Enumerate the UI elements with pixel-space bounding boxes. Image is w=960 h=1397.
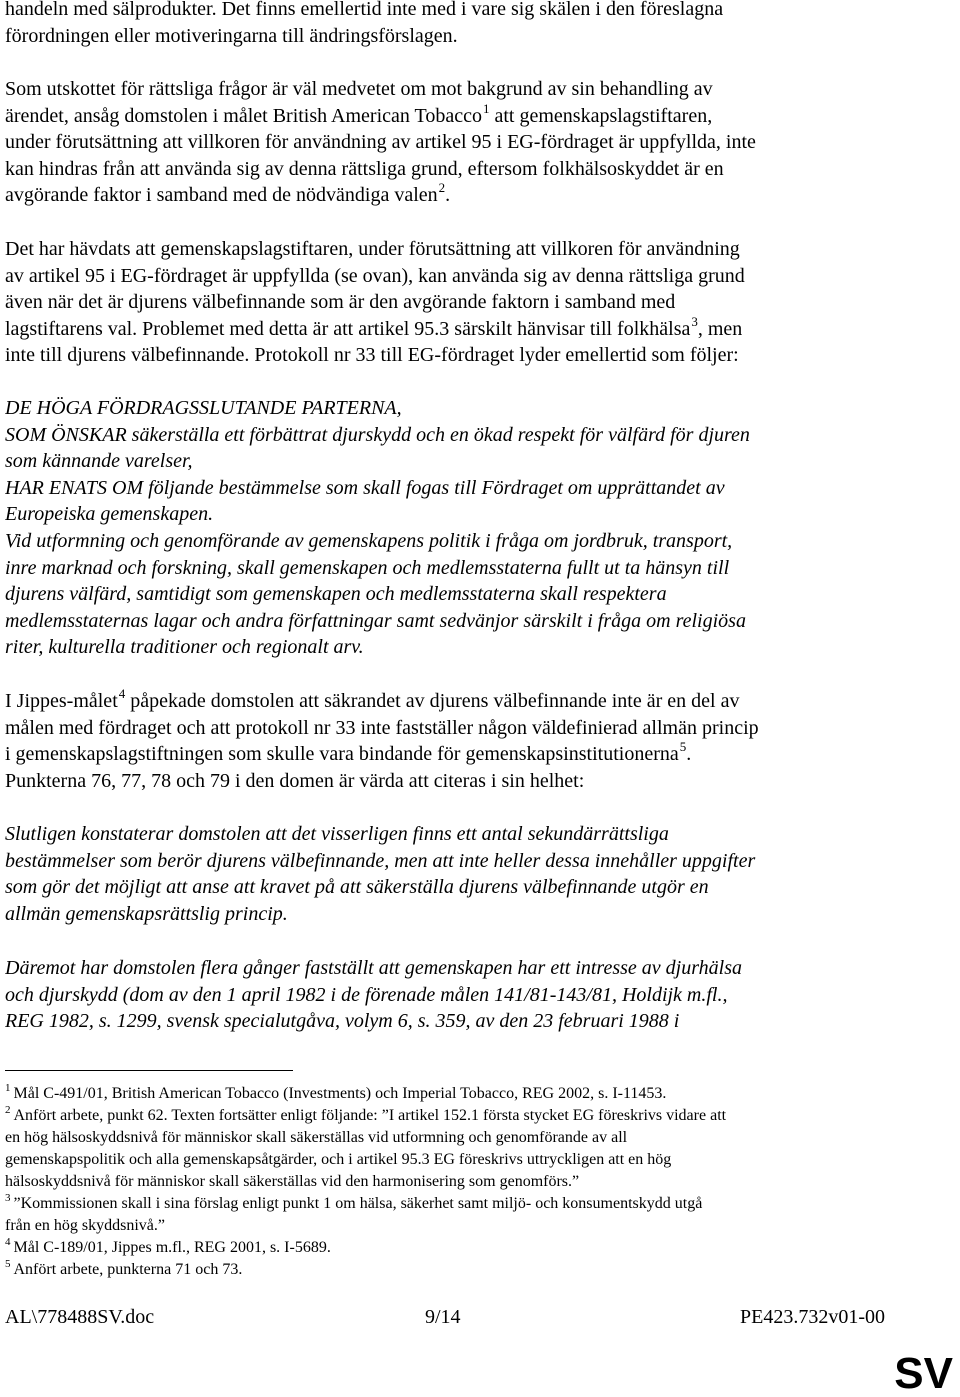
- footnote-2-cont: en hög hälsoskyddsnivå för människor skall säkerställas vid utformning och genomförande av all: [5, 1129, 628, 1146]
- quote-line: riter, kulturella traditioner och regionalt arv.: [5, 636, 364, 659]
- quote-line: Däremot har domstolen flera gånger fastställt att gemenskapen har ett intresse av djurhälsa: [5, 957, 742, 979]
- quote-line: Slutligen konstaterar domstolen att det visserligen finns ett antal sekundärrättsliga: [5, 823, 669, 845]
- footnotes: [5, 1083, 726, 1281]
- footnote-text: Mål C-491/01, British American Tobacco (Investments) och Imperial Tobacco, REG 2002, s. I-11453.: [13, 1085, 667, 1102]
- text-fragment: lagstiftarens val. Problemet med detta är att artikel 95.3 särskilt hänvisar till folkhälsa: [5, 317, 691, 340]
- text-line: målen med fördraget och att protokoll nr 33 inte fastställer någon väldefinierad allmän princip: [5, 716, 759, 739]
- language-code: SV: [894, 1349, 953, 1397]
- paragraph-jippes: [5, 688, 759, 794]
- text-line: kan hindras från att använda sig av denna rättsliga grund, eftersom folkhälsoskyddet är en: [5, 157, 724, 180]
- footnote-ref-2: 2: [438, 180, 446, 196]
- court-quote-1: [5, 821, 755, 927]
- text-fragment: att gemenskapslagstiftaren,: [489, 104, 713, 127]
- footnote-text: Mål C-189/01, Jippes m.fl., REG 2001, s. I-5689.: [13, 1239, 331, 1256]
- footnote-1: [5, 1083, 726, 1105]
- text-line: inte till djurens välbefinnande. Protokoll nr 33 till EG-fördraget lyder emellertid som följer:: [5, 344, 739, 367]
- footnote-ref-1: 1: [482, 100, 490, 116]
- document-filename: AL\778488SV.doc: [5, 1306, 155, 1328]
- text-fragment: I Jippes-målet: [5, 690, 118, 712]
- court-quote-2: [5, 955, 742, 1035]
- quote-line: inre marknad och forskning, skall gemenskapen och medlemsstaterna fullt ut ta hänsyn till: [5, 556, 730, 579]
- text-line: av artikel 95 i EG-fördraget är uppfyllda (se ovan), kan använda sig av denna rättsliga grund: [5, 264, 745, 287]
- footnote-text: ”Kommissionen skall i sina förslag enligt punkt 1 om hälsa, säkerhet samt miljö- och konsumentskydd utgå: [13, 1195, 703, 1212]
- quote-line: djurens välfärd, samtidigt som gemenskapen och medlemsstaterna skall respektera: [5, 583, 667, 606]
- quote-line: och djurskydd (dom av den 1 april 1982 i de förenade målen 141/81-143/81, Holdijk m.fl.,: [5, 983, 728, 1006]
- text-fragment: ärendet, ansåg domstolen i målet British American Tobacco: [5, 104, 482, 127]
- text-fragment: , men: [697, 317, 743, 340]
- page-number: 9/14: [425, 1306, 461, 1328]
- text-line: Som utskottet för rättsliga frågor är väl medvetet om mot bakgrund av sin behandling av: [5, 78, 713, 100]
- page-footer: [5, 1302, 885, 1332]
- quote-line: HAR ENATS OM följande bestämmelse som skall fogas till Fördraget om upprättandet av: [5, 476, 725, 499]
- footnote-2-cont: hälsoskyddsnivå för människor skall säkerställas vid den harmonisering som genomförs.”: [5, 1173, 580, 1190]
- quote-line: Vid utformning och genomförande av gemenskapens politik i fråga om jordbruk, transport,: [5, 529, 733, 552]
- footnote-text: Anfört arbete, punkt 62. Texten fortsätter enligt följande: ”I artikel 152.1 första stycket EG föreskrivs vidare att: [13, 1107, 727, 1124]
- footnote-text: Anfört arbete, punkterna 71 och 73.: [13, 1261, 243, 1278]
- quote-line: DE HÖGA FÖRDRAGSSLUTANDE PARTERNA,: [5, 397, 402, 419]
- document-reference: PE423.732v01-00: [740, 1306, 885, 1328]
- text-line: Punkterna 76, 77, 78 och 79 i den domen är värda att citeras i sin helhet:: [5, 769, 585, 792]
- footnote-number: 4: [5, 1236, 11, 1248]
- footnote-ref-3: 3: [691, 313, 698, 329]
- footnote-3: [5, 1193, 726, 1215]
- document-page: [5, 0, 955, 1397]
- quote-line: SOM ÖNSKAR säkerställa ett förbättrat djurskydd och en ökad respekt för välfärd för djuren: [5, 423, 750, 446]
- footnote-5: [5, 1259, 726, 1281]
- text-fragment: .: [445, 184, 451, 207]
- footnote-3-cont: från en hög skyddsnivå.”: [5, 1217, 165, 1234]
- text-line: förordningen eller motiveringarna till ändringsförslagen.: [5, 24, 458, 47]
- quote-line: REG 1982, s. 1299, svensk specialutgåva, volym 6, s. 359, av den 23 februari 1988 i: [5, 1010, 680, 1033]
- text-line: handeln med sälprodukter. Det finns emellertid inte med i vare sig skälen i den föreslagna: [5, 0, 724, 20]
- text-line: [5, 741, 759, 768]
- text-line: under förutsättning att villkoren för användning av artikel 95 i EG-fördraget är uppfyllda, inte: [5, 131, 756, 154]
- quote-line: som kännande varelser,: [5, 450, 193, 473]
- text-fragment: .: [686, 743, 692, 766]
- text-line: [5, 313, 745, 343]
- text-line: även när det är djurens välbefinnande som är den avgörande faktorn i samband med: [5, 291, 676, 314]
- text-line: [5, 182, 756, 209]
- footnote-number: 3: [5, 1192, 11, 1204]
- quote-line: allmän gemenskapsrättslig princip.: [5, 902, 288, 925]
- footnote-ref-5: 5: [679, 739, 687, 755]
- text-fragment: påpekade domstolen att säkrandet av djurens välbefinnande inte är en del av: [125, 690, 740, 712]
- text-fragment: i gemenskapslagstiftningen som skulle vara bindande för gemenskapsinstitutionerna: [5, 743, 679, 766]
- protocol-quote: [5, 395, 750, 661]
- footnote-ref-4: 4: [118, 686, 126, 701]
- footnote-number: 1: [5, 1082, 11, 1094]
- quote-line: Europeiska gemenskapen.: [5, 503, 214, 526]
- text-line: Det har hävdats att gemenskapslagstiftaren, under förutsättning att villkoren för användning: [5, 238, 740, 260]
- text-line: [5, 688, 759, 715]
- footnote-number: 5: [5, 1258, 11, 1270]
- quote-line: som gör det möjligt att anse att kravet på att säkerställa djurens välbefinnande utgör en: [5, 876, 709, 899]
- footnote-separator: [5, 1070, 293, 1071]
- paragraph-legal-basis: [5, 236, 745, 369]
- paragraph-british-american-tobacco: [5, 76, 756, 209]
- footnote-2-cont: gemenskapspolitik och alla gemenskapsåtgärder, och i artikel 95.3 EG föreskrivs uttryckligen att en hög: [5, 1151, 672, 1168]
- footnote-2: [5, 1105, 726, 1127]
- quote-line: medlemsstaternas lagar och andra författningar samt sedvänjor särskilt i fråga om religiösa: [5, 609, 746, 632]
- footnote-number: 2: [5, 1104, 11, 1116]
- intro-paragraph: [5, 0, 723, 49]
- text-fragment: avgörande faktor i samband med de nödvändiga valen: [5, 184, 438, 207]
- text-line: [5, 100, 756, 130]
- quote-line: bestämmelser som berör djurens välbefinnande, men att inte heller dessa innehåller uppgifter: [5, 849, 756, 872]
- footnote-4: [5, 1237, 726, 1259]
